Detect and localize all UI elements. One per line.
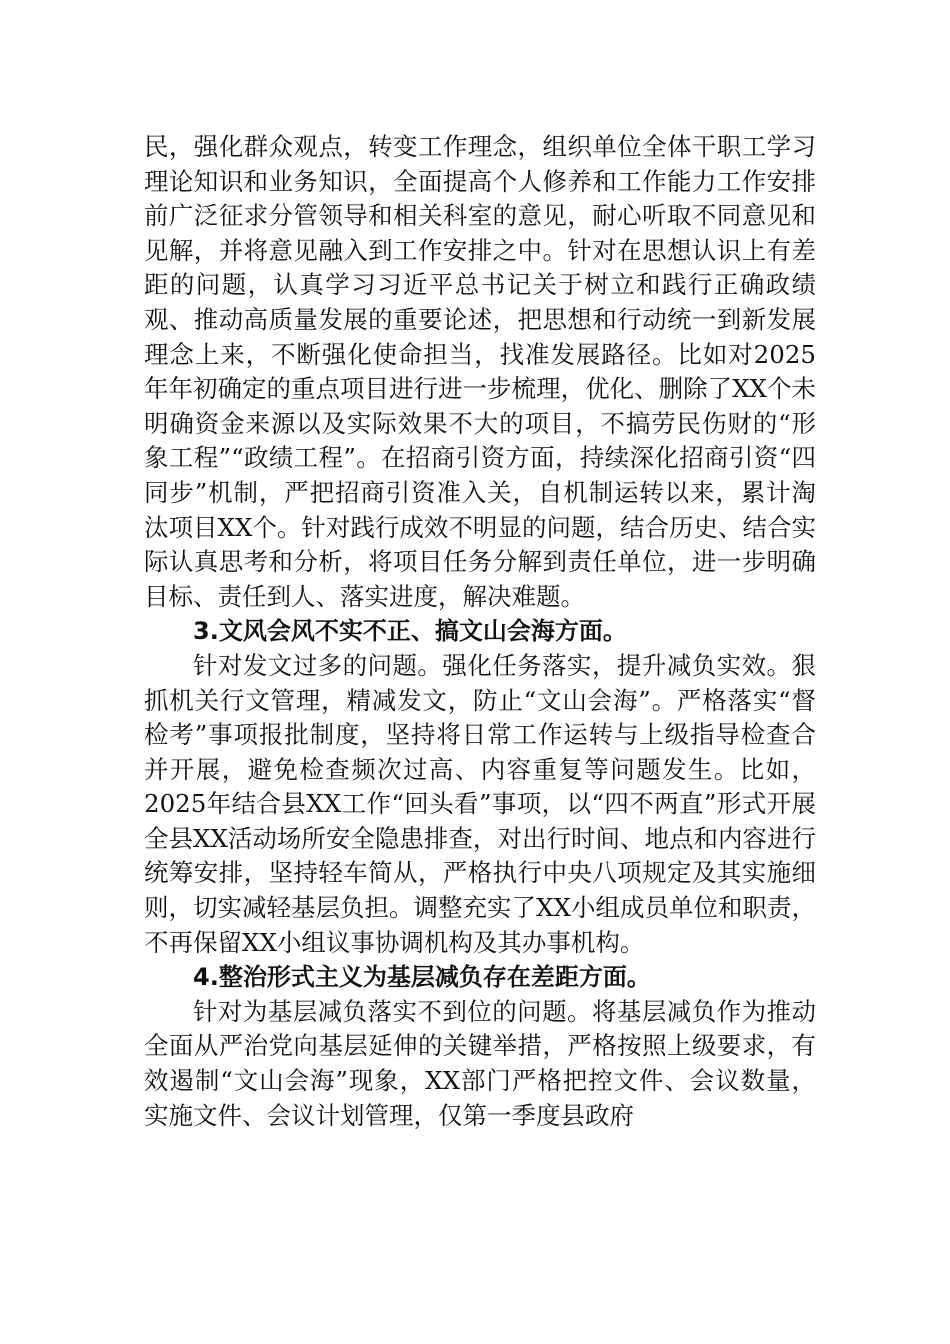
section-heading-3: 3.文风会风不实不正、搞文山会海方面。 [193,617,627,646]
paragraph-continued: 民，强化群众观点，转变工作理念，组织单位全体干职工学习理论知识和业务知识，全面提高个人修养和工作能力工作安排前广泛征求分管领导和相关科室的意见，耐心听取不同意见和见解，并将意见融入到工作安排之中。针对在思想认识上有差距的问题，认真学习习近平总书记关于树立和践行正确政绩观、推动高质量发展的重要论述，把思想和行动统一到新发展理念上来，不断强化使命担当，找准发展路径。比如对2025年年初确定的重点项目进行进一步梳理，优化、删除了XX个未明确资金来源以及实际效果不大的项目，不搞劳民伤财的“形象工程”“政绩工程”。在招商引资方面，持续深化招商引资“四同步”机制，严把招商引资准入关，自机制运转以来，累计淘汰项目XX个。针对践行成效不明显的问题，结合历史、结合实际认真思考和分析，将项目任务分解到责任单位，进一步明确目标、责任到人、落实进度，解决难题。 [144,132,816,611]
paragraph-section-3: 针对发文过多的问题。强化任务落实，提升减负实效。狠抓机关行文管理，精减发文，防止“文山会海”。严格落实“督检考”事项报批制度，坚持将日常工作运转与上级指导检查合并开展，避免检查频次过高、内容重复等问题发生。比如，2025年结合县XX工作“回头看”事项，以“四不两直”形式开展全县XX活动场所安全隐患排查，对出行时间、地点和内容进行统筹安排，坚持轻车简从，严格执行中央八项规定及其实施细则，切实减轻基层负担。调整充实了XX小组成员单位和职责，不再保留XX小组议事协调机构及其办事机构。 [144,650,816,957]
document-body [144,130,816,1133]
section-heading-4: 4.整治形式主义为基层减负存在差距方面。 [193,963,651,992]
paragraph-section-4: 针对为基层减负落实不到位的问题。将基层减负作为推动全面从严治党向基层延伸的关键举措，严格按照上级要求，有效遏制“文山会海”现象，XX部门严格把控文件、会议数量，实施文件、会议计划管理，仅第一季度县政府 [144,996,816,1130]
